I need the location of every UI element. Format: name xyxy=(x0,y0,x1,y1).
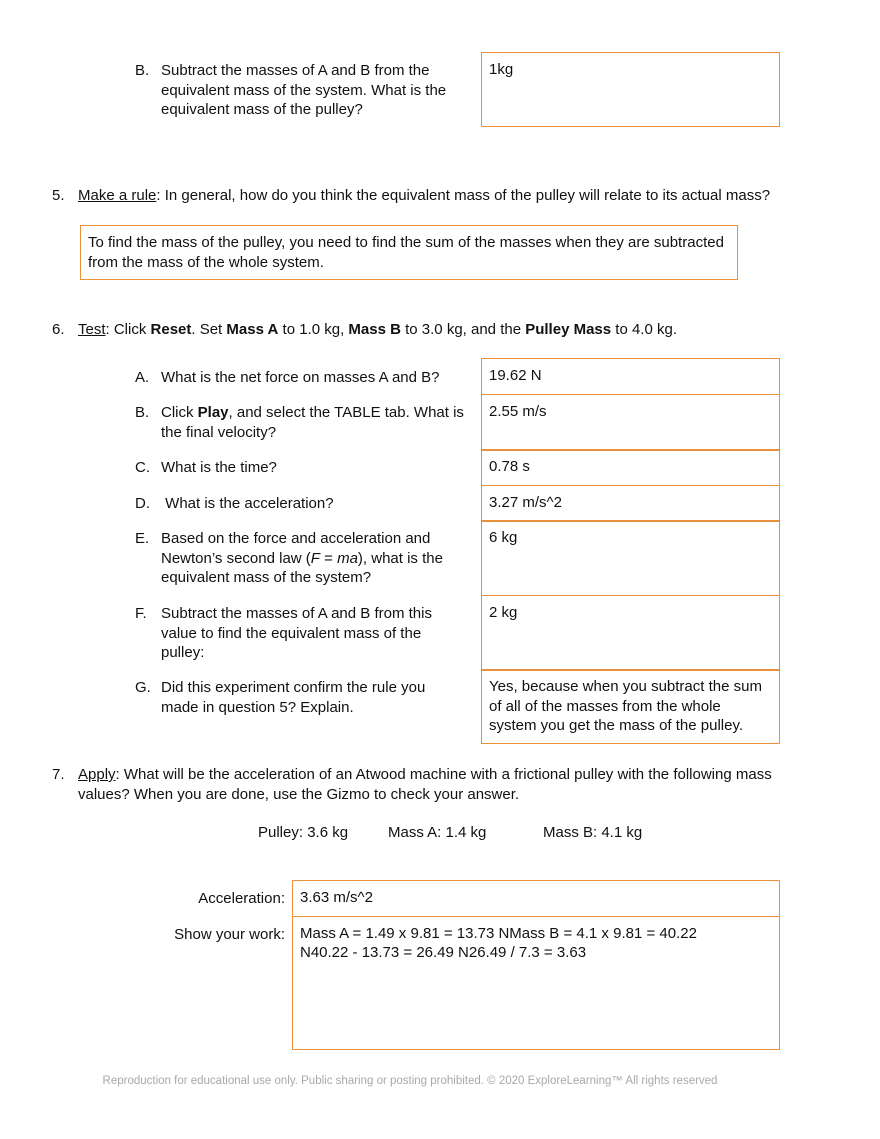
q6c-answer-box[interactable]: 0.78 s xyxy=(481,449,780,486)
q6b-answer-box[interactable]: 2.55 m/s xyxy=(481,394,780,451)
q5-question xyxy=(78,186,838,206)
q6b-letter: B. xyxy=(135,404,150,421)
show-work-label: Show your work: xyxy=(174,926,285,943)
q7-heading: Apply xyxy=(78,766,116,783)
q5-number: 5. xyxy=(52,187,65,204)
q6a-letter: A. xyxy=(135,369,150,386)
q6g-answer-box[interactable]: Yes, because when you subtract the sum of all of the masses from the whole system you get the mass of the pulley. xyxy=(481,669,780,744)
q5-answer-box[interactable]: To find the mass of the pulley, you need to find the sum of the masses when they are subtracted from the mass of the whole system. xyxy=(80,225,738,280)
q6d-question: What is the acceleration? xyxy=(161,495,334,512)
q7-mass-b-value: Mass B: 4.1 kg xyxy=(543,824,643,841)
q6f-question: Subtract the masses of A and B from this value to find the equivalent mass of the pulley: xyxy=(161,605,432,661)
acceleration-answer-box[interactable]: 3.63 m/s^2 xyxy=(292,880,780,917)
q6e-question: Based on the force and acceleration and Newton’s second law (F = ma), what is the equivalent mass of the system? xyxy=(161,530,443,586)
q7-text: : What will be the acceleration of an Atwood machine with a frictional pulley with the following mass values? When you are done, use the Gizmo to check your answer. xyxy=(78,766,772,803)
copyright-footer: Reproduction for educational use only. Public sharing or posting prohibited. © 2020 ExploreLearning™ All rights reserved xyxy=(102,1075,718,1087)
q6d-answer-box[interactable]: 3.27 m/s^2 xyxy=(481,485,780,522)
q7-mass-a-value: Mass A: 1.4 kg xyxy=(388,824,487,841)
q6g-letter: G. xyxy=(135,679,151,696)
q6a-answer-box[interactable]: 19.62 N xyxy=(481,358,780,395)
q6-question: Test: Click Reset. Set Mass A to 1.0 kg, Mass B to 3.0 kg, and the Pulley Mass to 4.0 kg. xyxy=(78,321,677,338)
q6b-question: Click Play, and select the TABLE tab. What is the final velocity? xyxy=(161,404,464,441)
q6-number: 6. xyxy=(52,321,65,338)
q4b-letter: B. xyxy=(135,62,150,79)
q6a-question: What is the net force on masses A and B? xyxy=(161,369,440,386)
acceleration-label: Acceleration: xyxy=(198,890,285,907)
q6e-letter: E. xyxy=(135,530,150,547)
q4b-answer-box[interactable]: 1kg xyxy=(481,52,780,127)
q7-pulley-value: Pulley: 3.6 kg xyxy=(258,824,349,841)
q6e-answer-box[interactable]: 6 kg xyxy=(481,520,780,596)
q6-heading: Test xyxy=(78,321,106,338)
q6c-question: What is the time? xyxy=(161,459,277,476)
q6f-letter: F. xyxy=(135,605,147,622)
work-answer-box[interactable]: Mass A = 1.49 x 9.81 = 13.73 NMass B = 4.1 x 9.81 = 40.22 N40.22 - 13.73 = 26.49 N26.49 / 7.3 = 3.63 xyxy=(292,916,780,1050)
q6g-question: Did this experiment confirm the rule you made in question 5? Explain. xyxy=(161,679,426,716)
q4b-question: Subtract the masses of A and B from the equivalent mass of the system. What is the equivalent mass of the pulley? xyxy=(161,62,447,118)
q6f-answer-box[interactable]: 2 kg xyxy=(481,595,780,671)
q7-question xyxy=(78,765,818,804)
q6c-letter: C. xyxy=(135,459,150,476)
q5-text: : In general, how do you think the equivalent mass of the pulley will relate to its actual mass? xyxy=(156,187,771,204)
q5-heading: Make a rule xyxy=(78,187,157,204)
q7-number: 7. xyxy=(52,766,65,783)
q6d-letter: D. xyxy=(135,495,150,512)
